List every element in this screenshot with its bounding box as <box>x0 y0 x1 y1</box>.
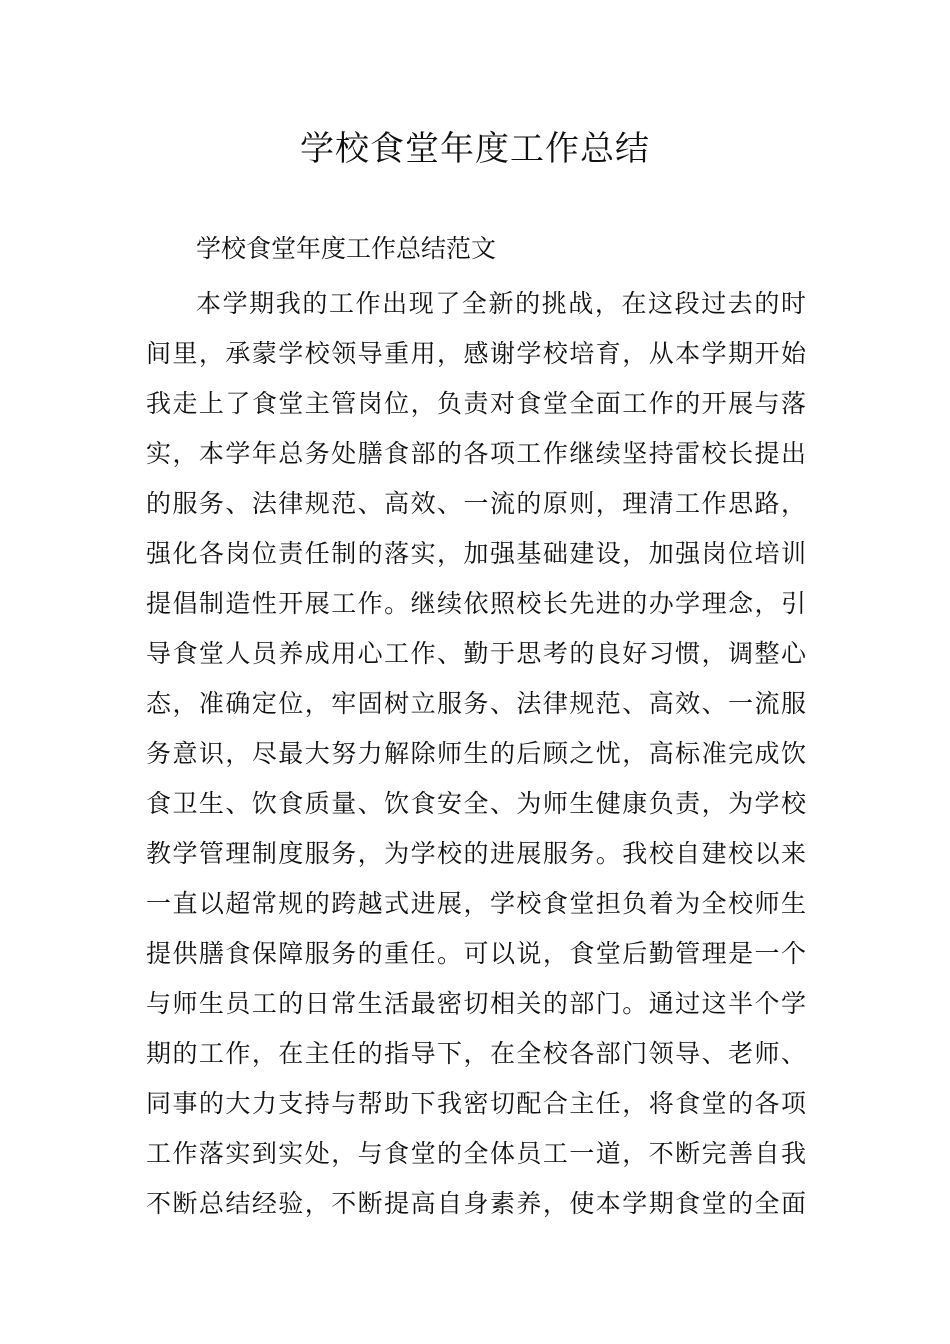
document-subtitle: 学校食堂年度工作总结范文 <box>196 234 497 263</box>
body-line: 本学期我的工作出现了全新的挑战，在这段过去的时 <box>196 289 806 318</box>
body-line: 强化各岗位责任制的落实，加强基础建设，加强岗位培训 <box>146 539 806 568</box>
body-line: 不断总结经验，不断提高自身素养，使本学期食堂的全面 <box>146 1189 806 1218</box>
body-line: 工作落实到实处，与食堂的全体员工一道，不断完善自我 <box>146 1139 806 1168</box>
body-line: 提供膳食保障服务的重任。可以说，食堂后勤管理是一个 <box>146 939 806 968</box>
body-line: 我走上了食堂主管岗位，负责对食堂全面工作的开展与落 <box>146 389 806 418</box>
body-line: 食卫生、饮食质量、饮食安全、为师生健康负责，为学校 <box>146 789 806 818</box>
body-line: 导食堂人员养成用心工作、勤于思考的良好习惯，调整心 <box>146 639 806 668</box>
body-paragraph <box>146 279 806 1229</box>
body-line: 态，准确定位，牢固树立服务、法律规范、高效、一流服 <box>146 689 806 718</box>
body-line: 的服务、法律规范、高效、一流的原则，理清工作思路， <box>146 489 806 518</box>
body-line: 间里，承蒙学校领导重用，感谢学校培育，从本学期开始 <box>146 339 806 368</box>
body-line: 期的工作，在主任的指导下，在全校各部门领导、老师、 <box>146 1039 806 1068</box>
body-line: 与师生员工的日常生活最密切相关的部门。通过这半个学 <box>146 989 806 1018</box>
document-title: 学校食堂年度工作总结 <box>300 129 650 169</box>
body-line: 一直以超常规的跨越式进展，学校食堂担负着为全校师生 <box>146 889 806 918</box>
body-line: 同事的大力支持与帮助下我密切配合主任，将食堂的各项 <box>146 1089 806 1118</box>
body-line: 教学管理制度服务，为学校的进展服务。我校自建校以来 <box>146 839 806 868</box>
body-line: 务意识，尽最大努力解除师生的后顾之忧，高标准完成饮 <box>146 739 806 768</box>
body-line: 提倡制造性开展工作。继续依照校长先进的办学理念，引 <box>146 589 806 618</box>
body-line: 实，本学年总务处膳食部的各项工作继续坚持雷校长提出 <box>146 439 806 468</box>
